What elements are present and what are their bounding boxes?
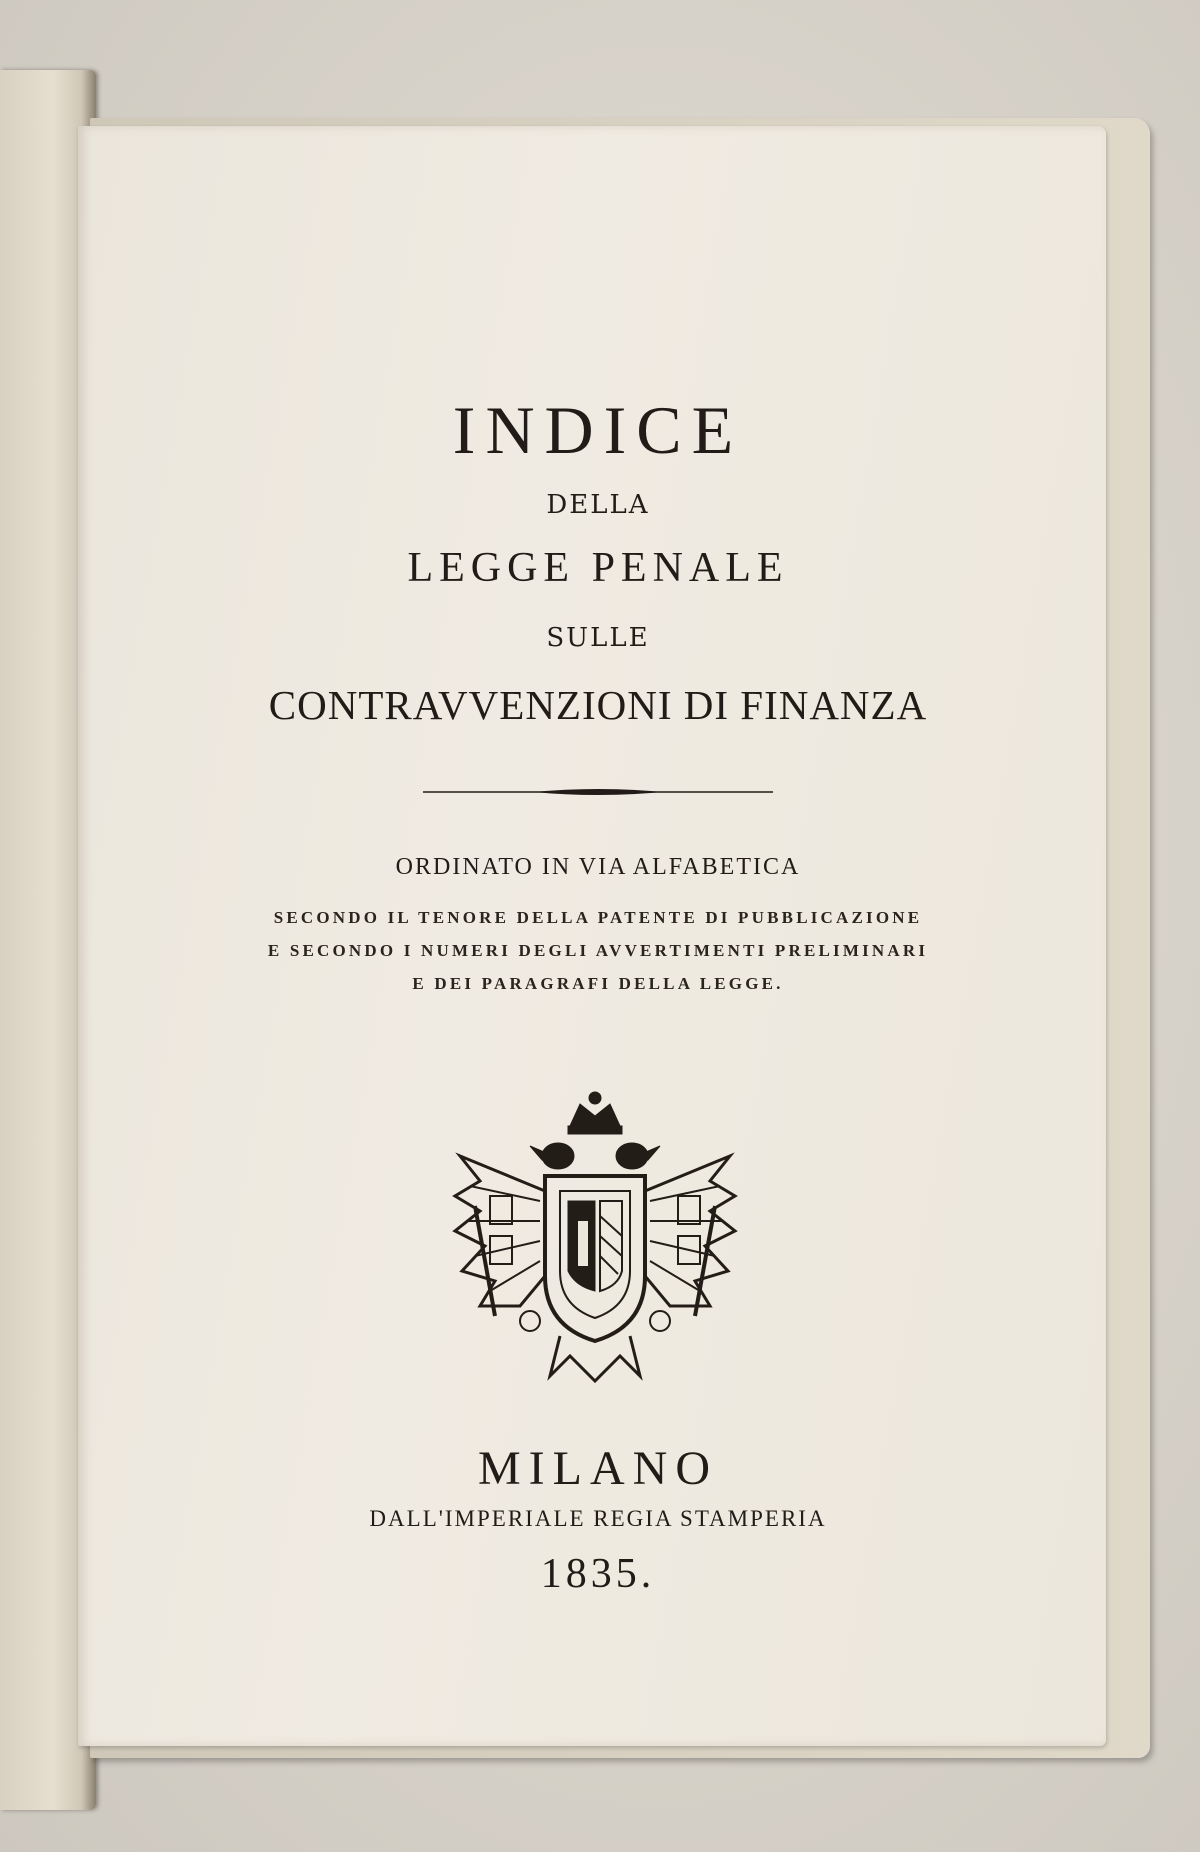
title-page [78, 126, 1106, 1746]
title-line-della: DELLA [546, 490, 650, 520]
title-line-contravvenzioni: CONTRAVVENZIONI DI FINANZA [268, 682, 928, 728]
imprint-year: 1835. [540, 1551, 656, 1597]
ornamental-rule [423, 784, 773, 800]
title-line-legge-penale: LEGGE PENALE [407, 545, 789, 591]
imprint-printer: DALL'IMPERIALE REGIA STAMPERIA [369, 1506, 827, 1531]
detail-line-2: E SECONDO I NUMERI DEGLI AVVERTIMENTI PRELIMINARI [267, 941, 929, 960]
book-title: INDICE [452, 392, 744, 468]
subtitle-ordinato: ORDINATO IN VIA ALFABETICA [395, 854, 801, 880]
detail-line-3: E DEI PARAGRAFI DELLA LEGGE. [412, 974, 784, 993]
title-line-sulle: SULLE [546, 623, 650, 653]
detail-line-1: SECONDO IL TENORE DELLA PATENTE DI PUBBLICAZIONE [273, 908, 923, 927]
double-headed-eagle-coat-of-arms-icon [450, 1086, 740, 1386]
imprint-city: MILANO [478, 1442, 718, 1495]
